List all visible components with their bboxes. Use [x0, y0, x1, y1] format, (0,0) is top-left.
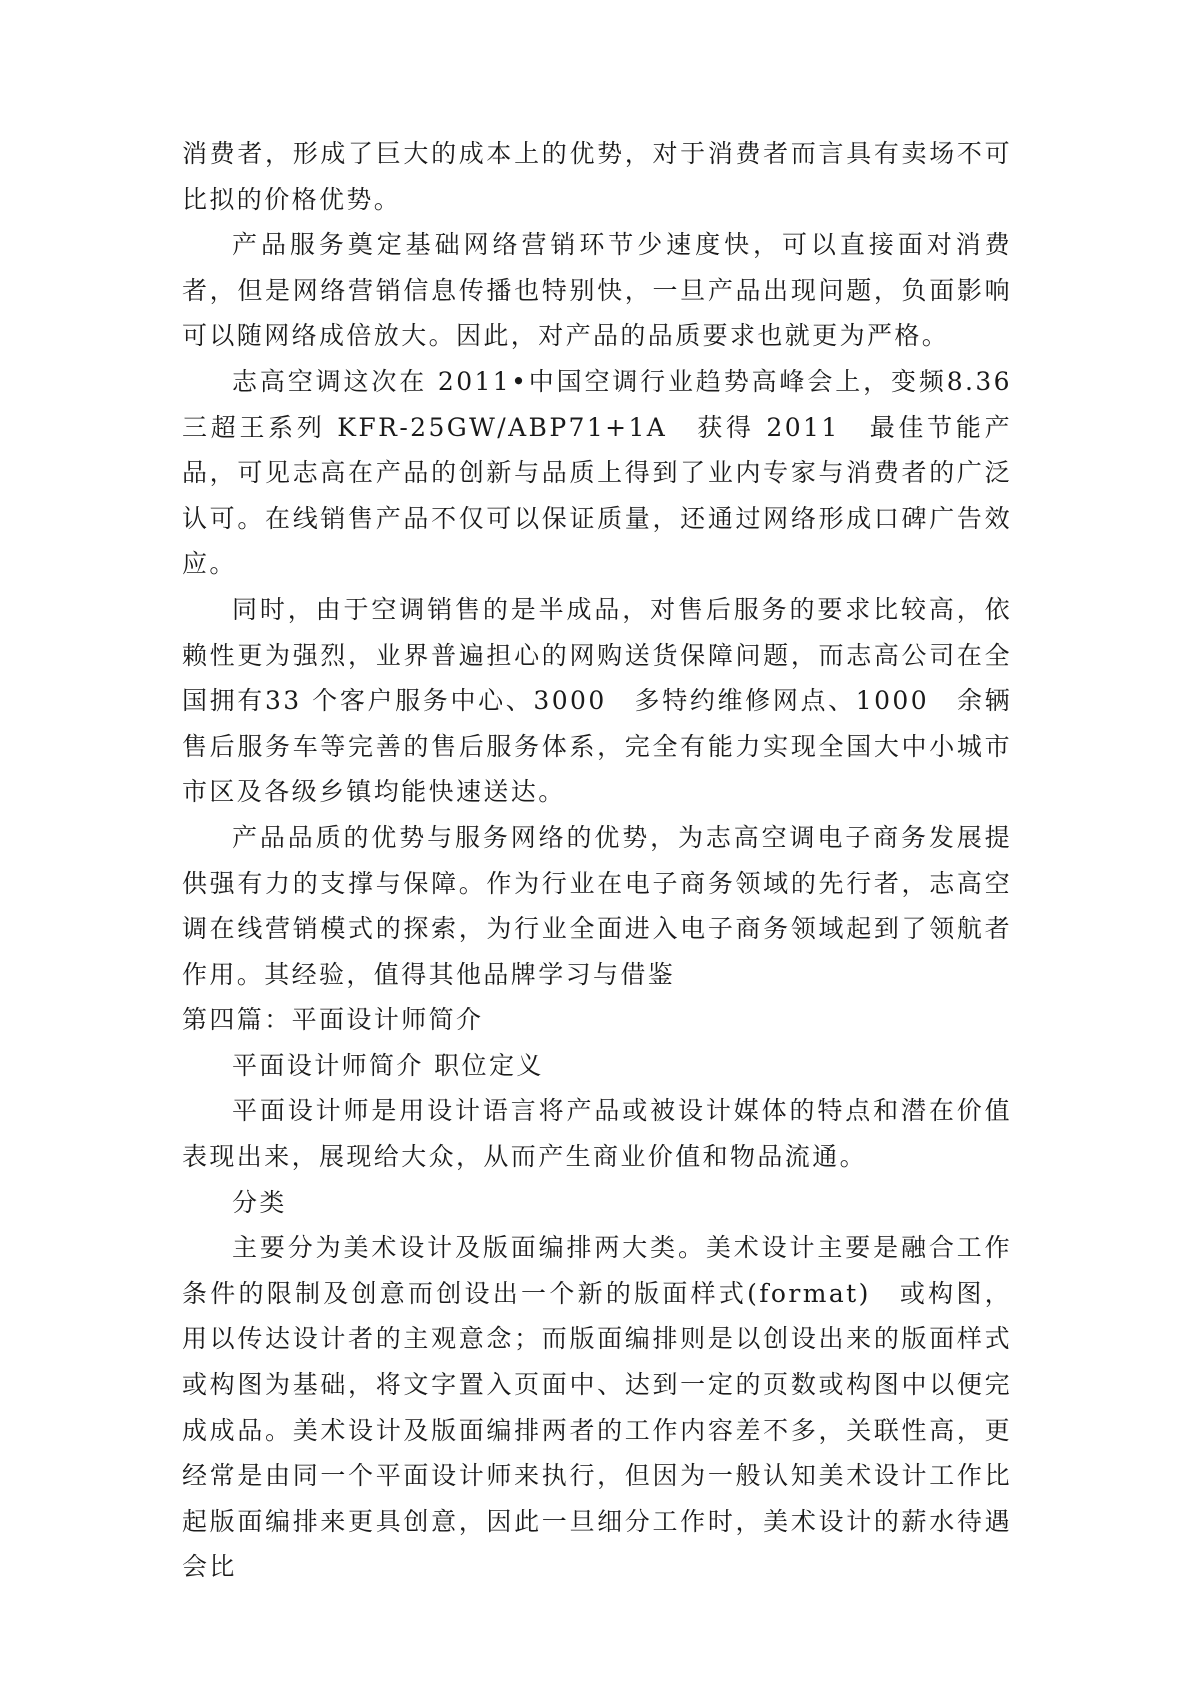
- subheading: 平面设计师简介 职位定义: [232, 1050, 544, 1080]
- document-page: [182, 131, 1012, 1590]
- paragraph-award: 志高空调这次在 2011•中国空调行业趋势高峰会上，变频8.36 三超王系列 KFR-25GW/ABP71+1A 获得 2011 最佳节能产品，可见志高在产品的创新与品质上得到了业内专家与消费者的广泛认可。在线销售产品不仅可以保证质量，还通过网络形成口碑广告效应。: [182, 366, 1012, 579]
- paragraph-product-service: 产品服务奠定基础网络营销环节少速度快，可以直接面对消费者，但是网络营销信息传播也特别快，一旦产品出现问题，负面影响可以随网络成倍放大。因此，对产品的品质要求也就更为严格。: [182, 230, 1012, 351]
- section-heading: 第四篇：平面设计师简介: [182, 1005, 484, 1035]
- paragraph-continuation: 消费者，形成了巨大的成本上的优势，对于消费者而言具有卖场不可比拟的价格优势。: [182, 139, 1012, 214]
- paragraph-advantages: 产品品质的优势与服务网络的优势，为志高空调电子商务发展提供强有力的支撑与保障。作为行业在电子商务领域的先行者，志高空调在线营销模式的探索，为行业全面进入电子商务领域起到了领航者作用。其经验，值得其他品牌学习与借鉴: [182, 822, 1012, 989]
- category-label: 分类: [232, 1187, 287, 1217]
- paragraph-category: 主要分为美术设计及版面编排两大类。美术设计主要是融合工作条件的限制及创意而创设出一个新的版面样式(format) 或构图，用以传达设计者的主观意念；而版面编排则是以创设出来的版面样式或构图为基础，将文字置入页面中、达到一定的页数或构图中以便完成成品。美术设计及版面编排两者的工作内容差不多，关联性高，更经常是由同一个平面设计师来执行，但因为一般认知美术设计工作比起版面编排来更具创意，因此一旦细分工作时，美术设计的薪水待遇会比: [182, 1233, 1012, 1582]
- paragraph-after-sales: 同时，由于空调销售的是半成品，对售后服务的要求比较高，依赖性更为强烈，业界普遍担心的网购送货保障问题，而志高公司在全国拥有33 个客户服务中心、3000 多特约维修网点、1000 余辆售后服务车等完善的售后服务体系，完全有能力实现全国大中小城市市区及各级乡镇均能快速送达。: [182, 594, 1012, 807]
- paragraph-definition: 平面设计师是用设计语言将产品或被设计媒体的特点和潜在价值表现出来，展现给大众，从而产生商业价值和物品流通。: [182, 1096, 1012, 1172]
